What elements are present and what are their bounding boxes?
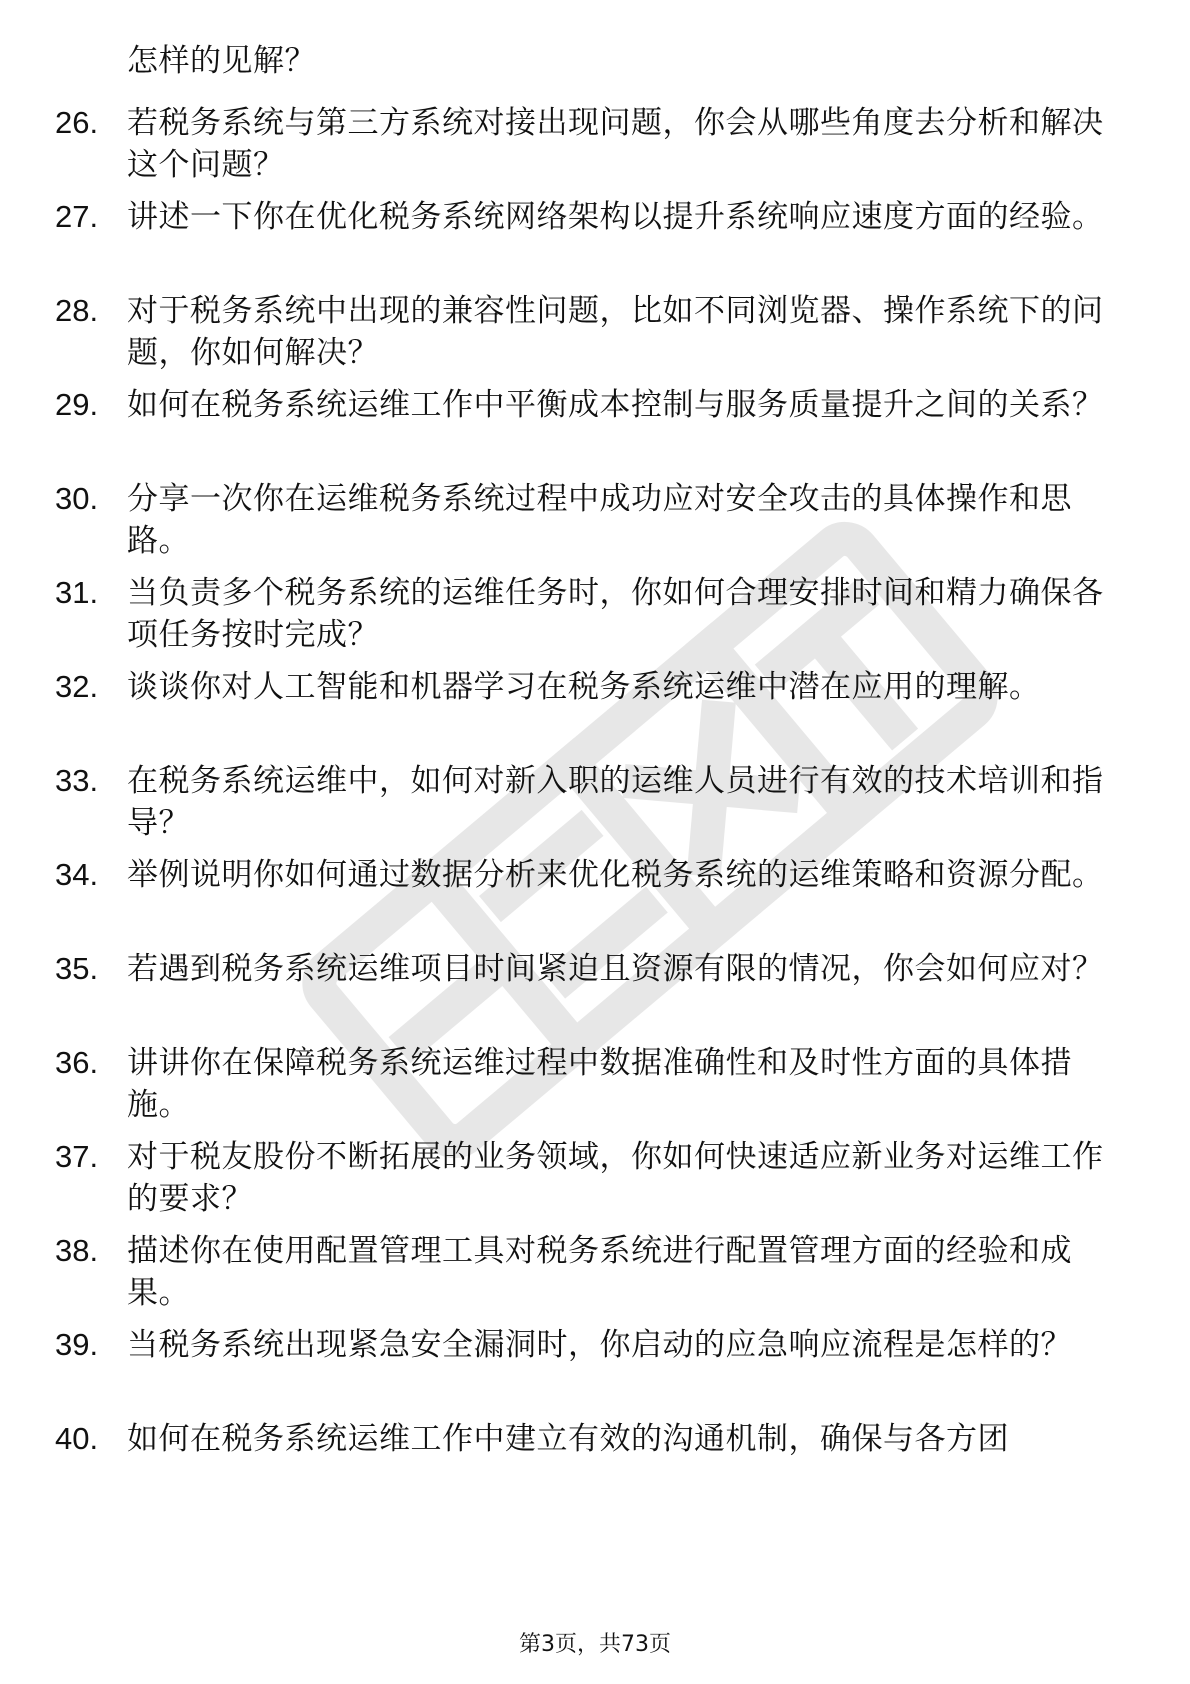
- item-number: 31.: [55, 575, 99, 610]
- item-text: 如何在税务系统运维工作中平衡成本控制与服务质量提升之间的关系？: [127, 387, 1104, 423]
- item-number: 28.: [55, 293, 99, 328]
- item-text: 举例说明你如何通过数据分析来优化税务系统的运维策略和资源分配。: [127, 857, 1104, 893]
- item-number: 27.: [55, 199, 99, 234]
- item-number: 29.: [55, 387, 99, 422]
- item-number: 39.: [55, 1327, 99, 1362]
- item-text: 在税务系统运维中，如何对新入职的运维人员进行有效的技术培训和指导？: [127, 763, 1104, 841]
- item-text: 当负责多个税务系统的运维任务时，你如何合理安排时间和精力确保各项任务按时完成？: [127, 575, 1104, 653]
- item-text: 怎样的见解？: [127, 43, 316, 79]
- item-number: 35.: [55, 951, 99, 986]
- item-text: 对于税友股份不断拓展的业务领域，你如何快速适应新业务对运维工作的要求？: [127, 1139, 1104, 1217]
- item-text: 若遇到税务系统运维项目时间紧迫且资源有限的情况，你会如何应对？: [127, 951, 1104, 987]
- item-number: 33.: [55, 763, 99, 798]
- item-text: 分享一次你在运维税务系统过程中成功应对安全攻击的具体操作和思路。: [127, 481, 1072, 559]
- item-number: 38.: [55, 1233, 99, 1268]
- item-number: 37.: [55, 1139, 99, 1174]
- item-number: 34.: [55, 857, 99, 892]
- item-number: 32.: [55, 669, 99, 704]
- item-number: 36.: [55, 1045, 99, 1080]
- item-text: 讲述一下你在优化税务系统网络架构以提升系统响应速度方面的经验。: [127, 199, 1104, 235]
- item-text: 若税务系统与第三方系统对接出现问题，你会从哪些角度去分析和解决这个问题？: [127, 105, 1104, 183]
- item-number: 30.: [55, 481, 99, 516]
- item-text: 当税务系统出现紧急安全漏洞时，你启动的应急响应流程是怎样的？: [127, 1327, 1072, 1363]
- item-text: 描述你在使用配置管理工具对税务系统进行配置管理方面的经验和成果。: [127, 1233, 1072, 1311]
- item-number: 40.: [55, 1421, 99, 1456]
- item-text: 讲讲你在保障税务系统运维过程中数据准确性和及时性方面的具体措施。: [127, 1045, 1072, 1123]
- item-number: 26.: [55, 105, 99, 140]
- page-footer: 第3页，共73页: [519, 1632, 671, 1657]
- item-text: 谈谈你对人工智能和机器学习在税务系统运维中潜在应用的理解。: [127, 669, 1041, 705]
- item-text: 对于税务系统中出现的兼容性问题，比如不同浏览器、操作系统下的问题，你如何解决？: [127, 293, 1104, 371]
- item-text: 如何在税务系统运维工作中建立有效的沟通机制，确保与各方团: [127, 1421, 1009, 1457]
